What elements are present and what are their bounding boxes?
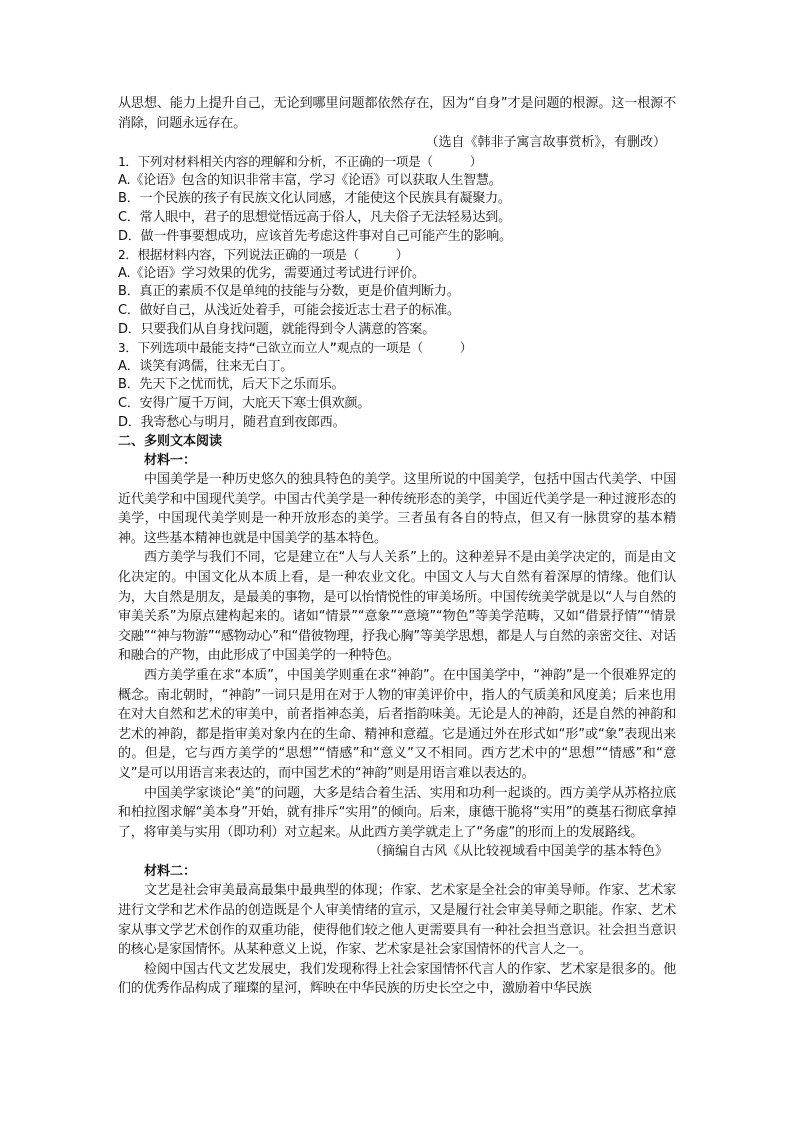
section-title: 二、多则文本阅读 xyxy=(118,434,223,450)
option-c: C．做好自己，从浅近处着手，可能会接近志士君子的标准。 xyxy=(118,302,460,318)
option-a: A.《论语》包含的知识非常丰富，学习《论语》可以获取人生智慧。 xyxy=(118,172,502,188)
material-paragraph: 检阅中国古代文艺发展史，我们发现称得上社会家国情怀代言人的作家、艺术家是很多的。他们的优秀作品构成了璀璨的星河，辉映在中华民族的历史长空之中，激励着中华民族 xyxy=(118,961,676,997)
question-stem: 1．下列对材料相关内容的理解和分析，不正确的一项是（ ） xyxy=(118,154,483,170)
material-label: 材料二： xyxy=(144,864,197,880)
option-b: B．真正的素质不仅是单纯的技能与分数，更是价值判断力。 xyxy=(118,284,460,300)
option-b: B．先天下之忧而忧，后天下之乐而乐。 xyxy=(118,377,345,393)
material-paragraph: 西方美学与我们不同，它是建立在“人与人关系”上的。这种差异不是由美学决定的，而是由文化决定的。中国文化从本质上看，是一种农业文化。中国文人与大自然有着深厚的情缘。他们认为，大自然是朋友，是最美的事物，是可以怡情悦性的审美场所。中国传统美学就是以“人与自然的审美关系”为原点建构起来的。诸如“情景”“意象”“意境”“物色”等美学范畴，又如“借景抒情”“情景交融”“神与物游”“感物动心”和“借彼物理，抒我心胸”等美学思想，都是人与自然的亲密交往、对话和融合的产物，由此形成了中国美学的一种特色。 xyxy=(118,550,676,664)
material-label: 材料一： xyxy=(144,453,197,469)
material-paragraph: 文艺是社会审美最高最集中最典型的体现；作家、艺术家是全社会的审美导师。作家、艺术家进行文学和艺术作品的创造既是个人审美情绪的宣示，又是履行社会审美导师之职能。作家、艺术家从事文学艺术创作的双重功能，使得他们较之他人更需要具有一种社会担当意识。社会担当意识的核心是家国情怀。从某种意义上说，作家、艺术家是社会家国情怀的代言人之一。 xyxy=(118,883,676,958)
option-b: B．一个民族的孩子有民族文化认同感，才能使这个民族具有凝聚力。 xyxy=(118,191,511,207)
material-1 xyxy=(118,451,676,862)
material-paragraph: 西方美学重在求“本质”，中国美学则重在求“神韵”。在中国美学中，“神韵”是一个很难界定的概念。南北朝时，“神韵”一词只是用在对于人物的审美评价中，指人的气质美和风度美；后来也用在对大自然和艺术的审美中，前者指神态美，后者指韵味美。无论是人的神韵，还是自然的神韵和艺术的神韵，都是指审美对象内在的生命、精神和意蕴。它是通过外在形式如“形”或“象”表现出来的。但是，它与西方美学的“思想”“情感”和“意义”又不相同。西方艺术中的“思想”“情感”和“意义”是可以用语言来表达的，而中国艺术的“神韵”则是用语言难以表达的。 xyxy=(118,668,676,781)
option-a: A.《论语》学习效果的优劣，需要通过考试进行评价。 xyxy=(118,265,425,281)
material-paragraph: 中国美学是一种历史悠久的独具特色的美学。这里所说的中国美学，包括中国古代美学、中国近代美学和中国现代美学。中国古代美学是一种传统形态的美学，中国近代美学是一种过渡形态的美学，中国现代美学则是一种开放形态的美学。三者虽有各自的特点，但又有一脉贯穿的基本精神。这些基本精神也就是中国美学的基本特色。 xyxy=(118,472,676,546)
material-paragraph: 中国美学家谈论“美”的问题，大多是结合着生活、实用和功利一起谈的。西方美学从苏格拉底和柏拉图求解“美本身”开始，就有排斥“实用”的倾向。后来，康德干脆将“实用”的奠基石彻底拿掉了，将审美与实用（即功利）对立起来。从此西方美学就走上了“务虚”的形而上的发展路线。 xyxy=(118,785,676,840)
source-citation-1: （选自《韩非子寓言故事赏析》，有删改） xyxy=(425,135,666,151)
question-stem: 2．根据材料内容，下列说法正确的一项是（ ） xyxy=(118,247,409,263)
option-d: D．做一件事要想成功，应该首先考虑这件事对自己可能产生的影响。 xyxy=(118,228,512,244)
option-d: D．只要我们从自身找问题，就能得到令人满意的答案。 xyxy=(118,321,436,337)
question-stem: 3．下列选项中最能支持“己欲立而立人”观点的一项是（ ） xyxy=(118,340,473,356)
document-page xyxy=(118,94,676,999)
question-2 xyxy=(118,246,676,339)
option-c: C．常人眼中，君子的思想觉悟远高于俗人，凡夫俗子无法轻易达到。 xyxy=(118,209,511,225)
material-2 xyxy=(118,862,676,999)
option-a: A．谈笑有鸿儒，往来无白丁。 xyxy=(118,358,294,374)
option-d: D．我寄愁心与明月，随君直到夜郎西。 xyxy=(118,414,346,430)
top-paragraph: 从思想、能力上提升自己，无论到哪里问题都依然存在，因为“自身”才是问题的根源。这一根源不消除，问题永远存在。 xyxy=(118,96,676,131)
option-c: C．安得广厦千万间，大庇天下寒士俱欢颜。 xyxy=(118,395,371,411)
source-citation-2: （摘编自古风《从比较视域看中国美学的基本特色》 xyxy=(368,844,668,860)
question-3 xyxy=(118,339,676,432)
question-1 xyxy=(118,153,676,246)
